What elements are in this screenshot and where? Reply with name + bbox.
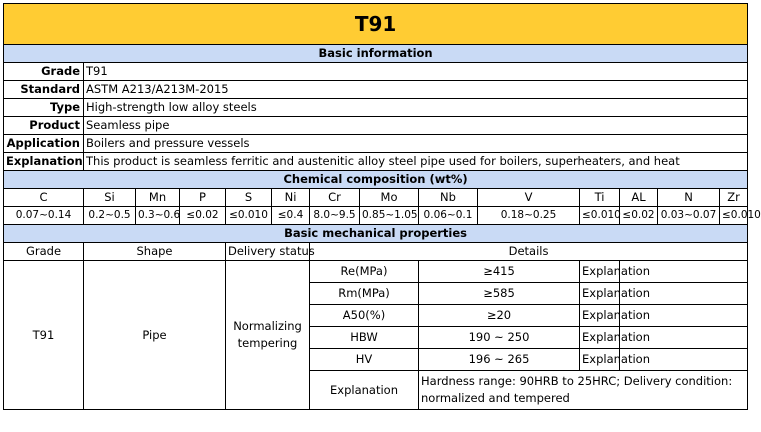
mech-property: HV [310,349,419,371]
chemical-element-value: ≤0.02 [180,207,226,225]
t91-datasheet-table [3,3,761,410]
chemical-element-header: Cr [310,189,360,207]
chemical-element-header: N [658,189,720,207]
mech-note: Explanation [580,283,620,305]
basic-label-product: Product [4,117,84,135]
basic-value-application: Boilers and pressure vessels [84,135,748,153]
chemical-element-value: ≤0.010 [226,207,272,225]
mech-value: ≥585 [419,283,580,305]
chemical-element-value: 0.03~0.07 [658,207,720,225]
chemical-element-value: 0.07~0.14 [4,207,84,225]
basic-label-application: Application [4,135,84,153]
mech-value: 190 ~ 250 [419,327,580,349]
chemical-element-value: 0.06~0.1 [419,207,478,225]
chemical-element-value: 0.2~0.5 [84,207,136,225]
chemical-element-header: P [180,189,226,207]
basic-value-type: High-strength low alloy steels [84,99,748,117]
mech-note: Explanation [580,305,620,327]
page-title: T91 [4,4,748,45]
section-basic-information: Basic information [4,45,748,63]
chemical-element-header: Ni [272,189,310,207]
chemical-element-header: AL [620,189,658,207]
basic-value-grade: T91 [84,63,748,81]
chemical-element-value: ≤0.4 [272,207,310,225]
mech-property: Rm(MPa) [310,283,419,305]
mech-property: A50(%) [310,305,419,327]
chemical-element-header: V [478,189,580,207]
chemical-element-header: Nb [419,189,478,207]
chemical-element-header: Zr [720,189,748,207]
mech-delivery-status: Normalizing tempering [226,261,310,410]
mech-header-details: Details [310,243,748,261]
chemical-element-value: 0.18~0.25 [478,207,580,225]
basic-label-grade: Grade [4,63,84,81]
chemical-element-value: ≤0.010 [720,207,748,225]
chemical-element-header: C [4,189,84,207]
mech-explanation-label: Explanation [310,371,419,410]
basic-label-explanation: Explanation [4,153,84,171]
basic-label-type: Type [4,99,84,117]
chemical-element-value: 0.85~1.05 [360,207,419,225]
chemical-element-header: Mn [136,189,180,207]
chemical-element-value: 8.0~9.5 [310,207,360,225]
chemical-element-value: ≤0.02 [620,207,658,225]
section-mechanical-properties: Basic mechanical properties [4,225,748,243]
mech-explanation-text: Hardness range: 90HRB to 25HRC; Delivery condition: normalized and tempered [419,371,748,410]
mech-property: HBW [310,327,419,349]
basic-label-standard: Standard [4,81,84,99]
basic-value-product: Seamless pipe [84,117,748,135]
mech-value: 196 ~ 265 [419,349,580,371]
chemical-element-header: Ti [580,189,620,207]
mech-note: Explanation [580,349,620,371]
chemical-element-value: ≤0.010 [580,207,620,225]
basic-value-standard: ASTM A213/A213M-2015 [84,81,748,99]
chemical-element-header: S [226,189,272,207]
mech-property: Re(MPa) [310,261,419,283]
basic-value-explanation: This product is seamless ferritic and austenitic alloy steel pipe used for boilers, superheaters, and heat [84,153,748,171]
mech-value: ≥20 [419,305,580,327]
chemical-element-header: Si [84,189,136,207]
mech-header-grade: Grade [4,243,84,261]
mech-note: Explanation [580,261,620,283]
section-chemical-composition: Chemical composition (wt%) [4,171,748,189]
mech-grade: T91 [4,261,84,410]
chemical-elements-row [4,189,748,207]
mech-header-delivery: Delivery status [226,243,310,261]
chemical-values-row [4,207,748,225]
chemical-element-value: 0.3~0.6 [136,207,180,225]
mech-header-shape: Shape [84,243,226,261]
mech-shape: Pipe [84,261,226,410]
chemical-element-header: Mo [360,189,419,207]
mech-note: Explanation [580,327,620,349]
mech-value: ≥415 [419,261,580,283]
